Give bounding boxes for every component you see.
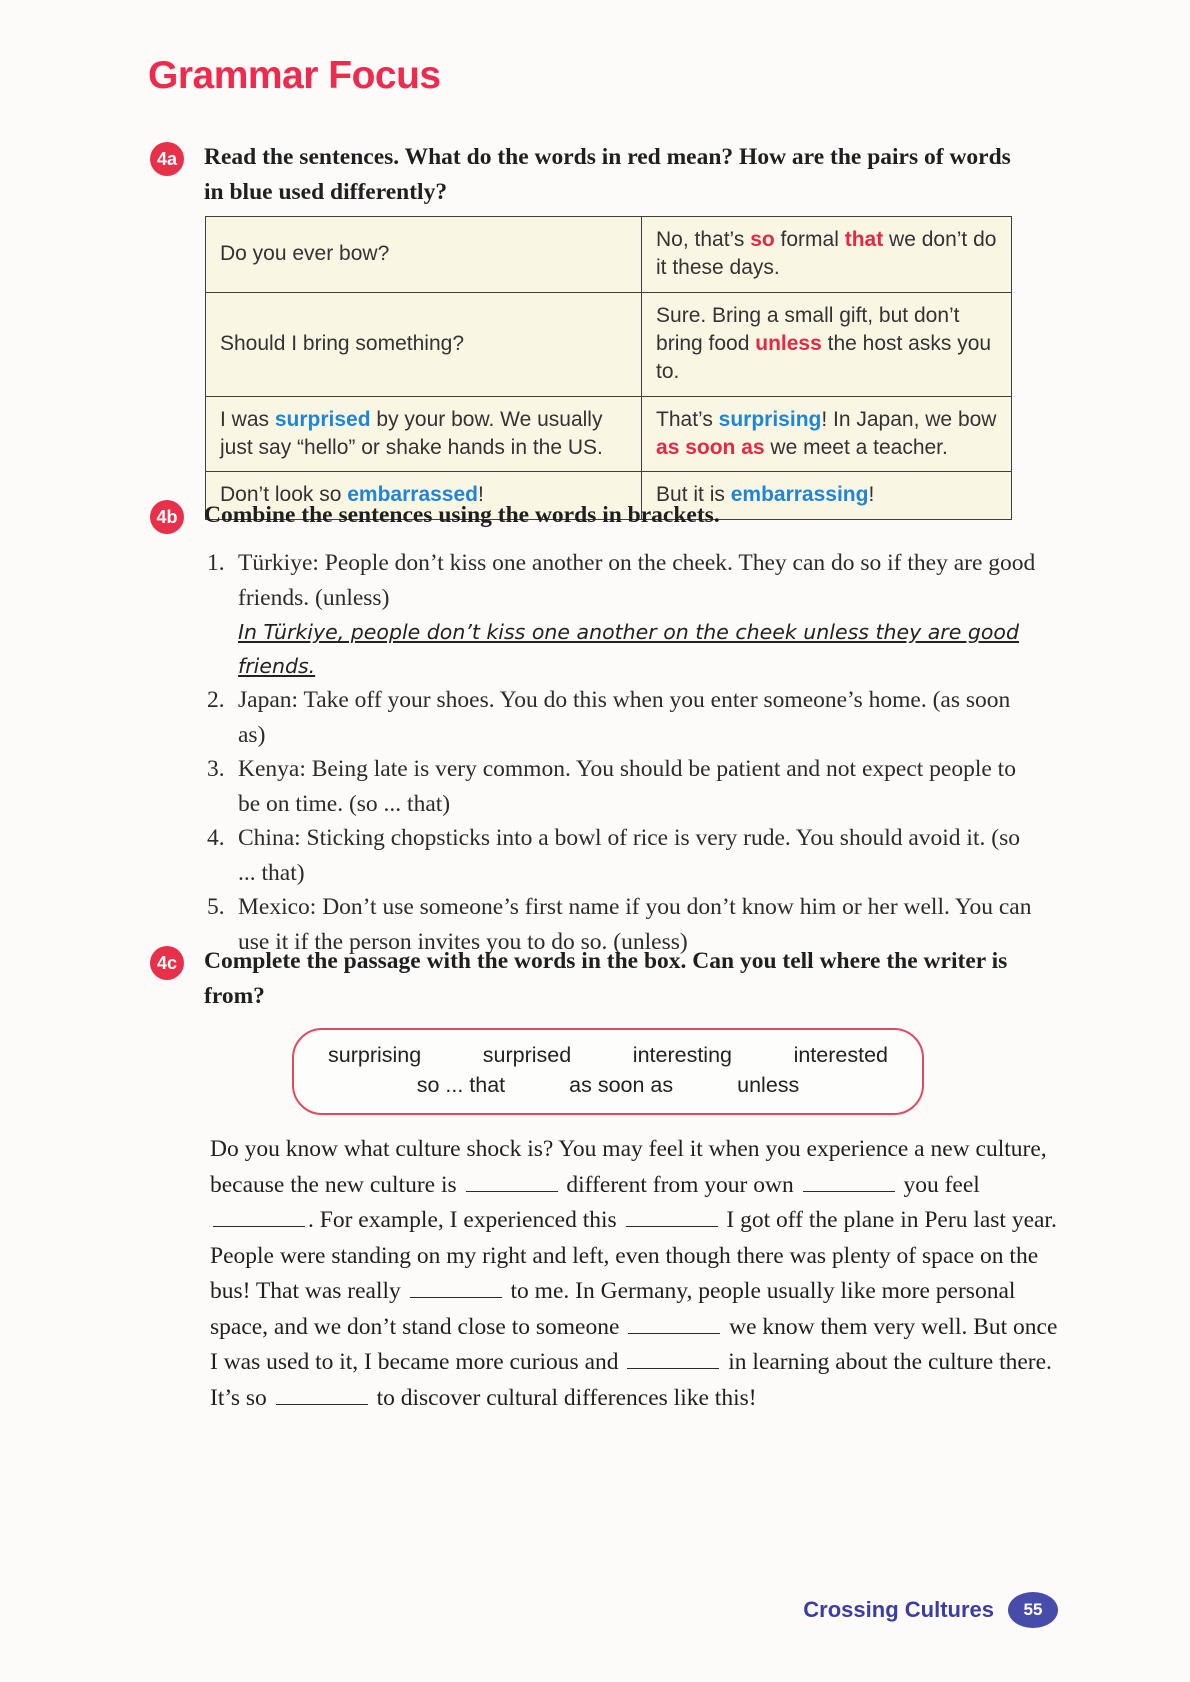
fill-in-blank (213, 1211, 305, 1227)
page-footer (803, 1592, 1058, 1628)
list-item-text: Kenya: Being late is very common. You should be patient and not expect people to be on time. (so ... that) (238, 756, 1016, 817)
list-item-body (238, 752, 1043, 821)
dialogue-cell-question: Do you ever bow? (206, 217, 642, 293)
list-item-text: Japan: Take off your shoes. You do this when you enter someone’s home. (as soon as) (238, 687, 1011, 748)
list-item-text: China: Sticking chopsticks into a bowl of rice is very rude. You should avoid it. (so ... that) (238, 825, 1020, 886)
word-box (292, 1028, 924, 1115)
list-item (207, 752, 1053, 821)
cloze-passage: Do you know what culture shock is? You may feel it when you experience a new culture, because the new culture is different from your own you feel . For example, I experienced this I got off the plane in Peru last year. People were standing on my right and left, even though there was plenty of space on the bus! That was really to me. In Germany, people usually like more personal space, and we don’t stand close to someone we know them very well. But once I was used to it, I became more curious and in learning about the culture there. It’s so to discover cultural differences like this! (210, 1136, 1058, 1411)
list-item-body (238, 821, 1043, 890)
list-item-number: 4. (207, 825, 225, 851)
exercise-badge-4a: 4a (150, 142, 184, 176)
dialogue-cell-answer: But it is embarrassing! (642, 472, 1012, 519)
word-option: surprised (482, 1043, 572, 1067)
table-row (206, 292, 1012, 396)
instruction-4c: Complete the passage with the words in the box. Can you tell where the writer is from? (204, 948, 1008, 1010)
section-4a (150, 140, 1030, 211)
table-row (206, 396, 1012, 472)
exercise-4b-list (207, 546, 1053, 959)
unit-title: Crossing Cultures (803, 1597, 994, 1622)
word-option: interesting (632, 1043, 732, 1067)
word-box-row (328, 1043, 888, 1068)
list-item-text: Mexico: Don’t use someone’s first name if you don’t know him or her well. You can use it if the person invites you to do so. (unless) (238, 894, 1032, 955)
page-number-badge: 55 (1008, 1592, 1058, 1628)
fill-in-blank (626, 1211, 718, 1227)
list-item-number: 3. (207, 756, 225, 782)
instruction-4b: Combine the sentences using the words in brackets. (204, 502, 720, 528)
dialogue-cell-answer: Sure. Bring a small gift, but don’t bring food unless the host asks you to. (642, 292, 1012, 396)
word-box-row (328, 1073, 888, 1098)
list-item-number: 2. (207, 687, 225, 713)
list-item-body (238, 546, 1043, 683)
dialogue-cell-question: I was surprised by your bow. We usually just say “hello” or shake hands in the US. (206, 396, 642, 472)
word-option: surprising (328, 1043, 422, 1067)
dialogue-cell-question: Don’t look so embarrassed! (206, 472, 642, 519)
dialogue-cell-answer: That’s surprising! In Japan, we bow as soon as we meet a teacher. (642, 396, 1012, 472)
word-option: unless (737, 1073, 800, 1097)
table-row (206, 217, 1012, 293)
word-option: so ... that (416, 1073, 506, 1097)
dialogue-cell-answer: No, that’s so formal that we don’t do it these days. (642, 217, 1012, 293)
fill-in-blank (627, 1353, 719, 1369)
section-4b-header (150, 498, 1050, 534)
list-item-number: 5. (207, 894, 225, 920)
example-answer: In Türkiye, people don’t kiss one another on the cheek unless they are good friends. (238, 620, 1019, 678)
list-item-body (238, 683, 1043, 752)
example-dialogue-table (205, 216, 1012, 520)
section-4c (150, 944, 1030, 1015)
page-title: Grammar Focus (148, 54, 441, 97)
section-4a-header (150, 140, 1030, 211)
fill-in-blank (628, 1318, 720, 1334)
dialogue-cell-question: Should I bring something? (206, 292, 642, 396)
fill-in-blank (466, 1176, 558, 1192)
word-option: as soon as (569, 1073, 674, 1097)
word-option: interested (793, 1043, 888, 1067)
section-4c-header (150, 944, 1030, 1015)
list-item (207, 683, 1053, 752)
list-item (207, 821, 1053, 890)
instruction-4a: Read the sentences. What do the words in red mean? How are the pairs of words in blue used differently? (204, 144, 1011, 206)
list-item (207, 546, 1053, 683)
fill-in-blank (410, 1282, 502, 1298)
list-item-number: 1. (207, 550, 225, 576)
list-item-text: Türkiye: People don’t kiss one another on the cheek. They can do so if they are good friends. (unless) (238, 550, 1036, 611)
fill-in-blank (276, 1389, 368, 1405)
fill-in-blank (803, 1176, 895, 1192)
exercise-badge-4b: 4b (150, 500, 184, 534)
section-4b (150, 498, 1050, 534)
exercise-badge-4c: 4c (150, 946, 184, 980)
